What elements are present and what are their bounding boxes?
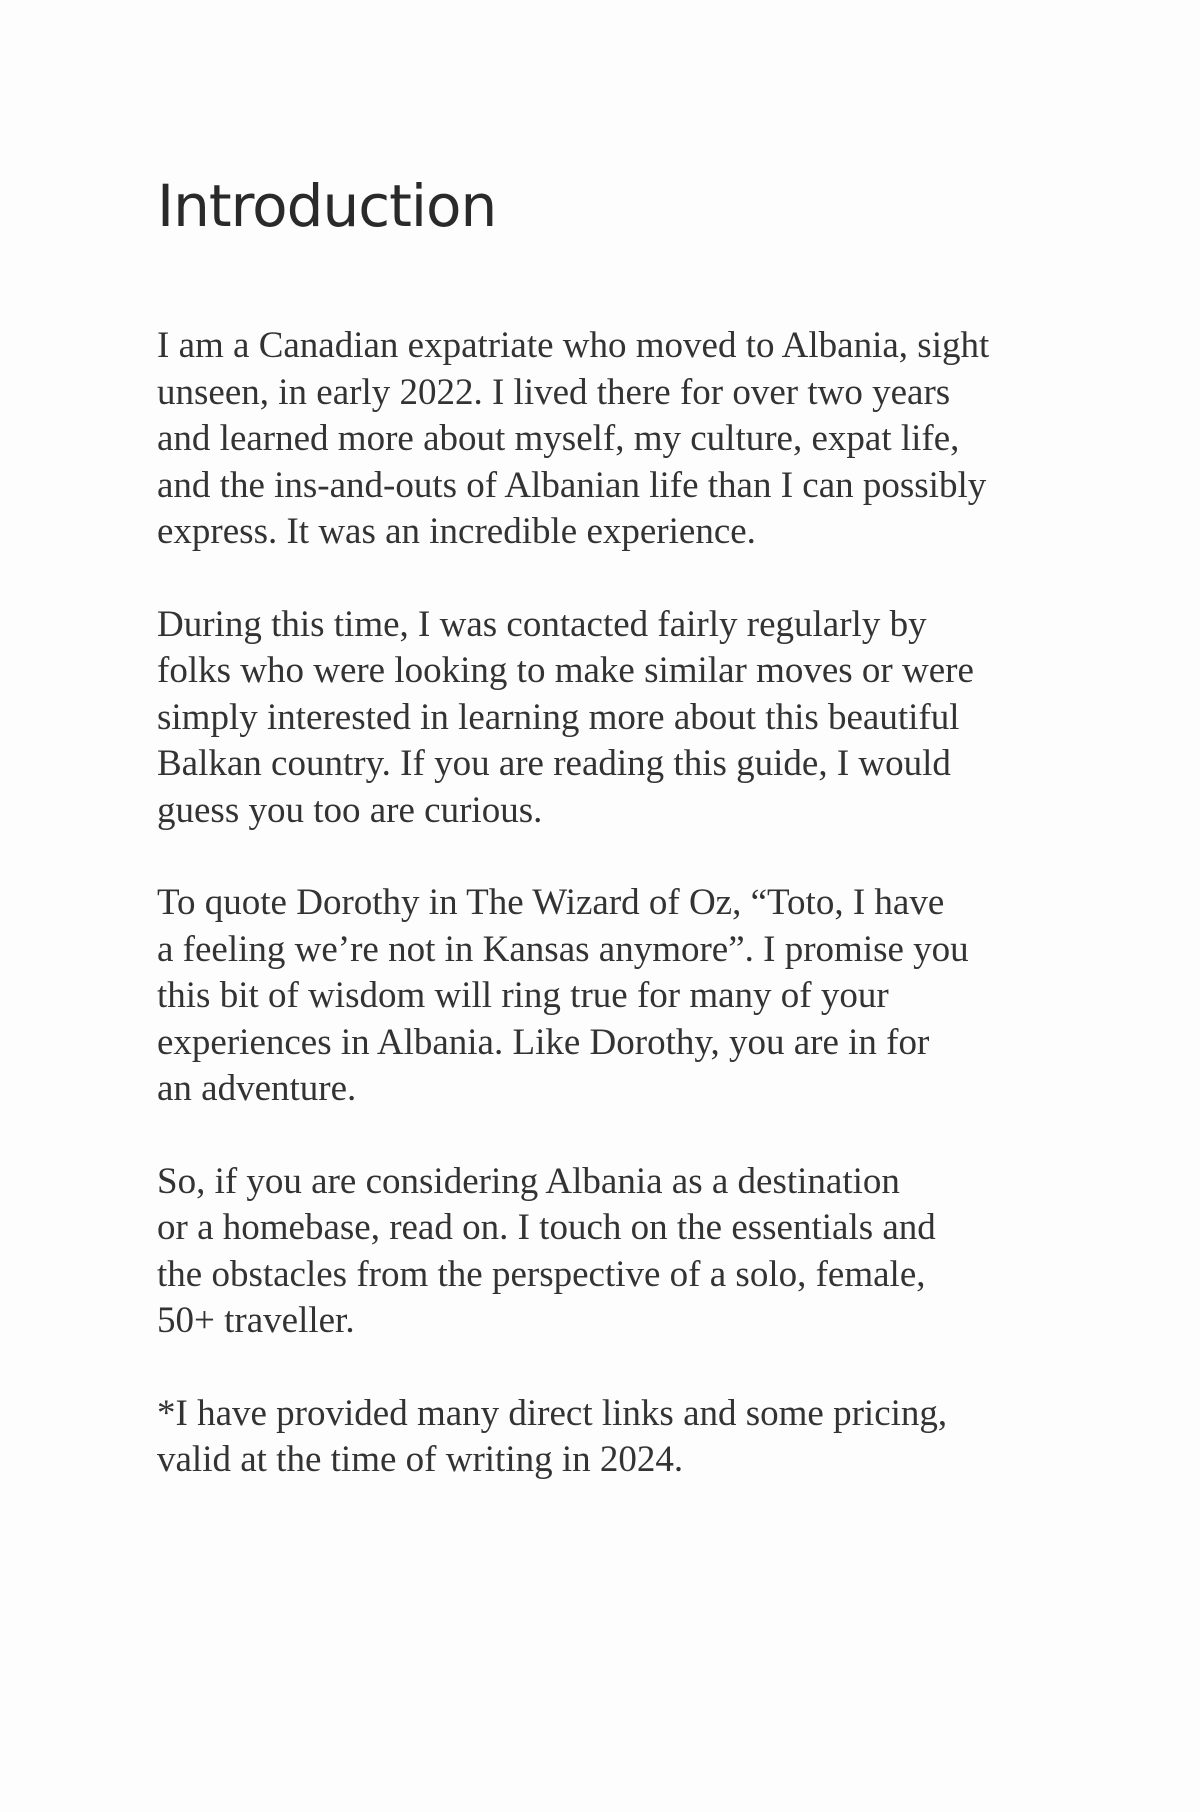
text-line: I am a Canadian expatriate who moved to Albania, sight [157, 325, 990, 366]
text-line: So, if you are considering Albania as a destination [157, 1160, 900, 1202]
text-line: simply interested in learning more about this beautiful [157, 696, 960, 738]
text-line: or a homebase, read on. I touch on the essentials and [157, 1207, 936, 1248]
paragraph-destination [157, 1159, 1037, 1345]
paragraph-intro [157, 323, 1037, 556]
text-line: During this time, I was contacted fairly regularly by [157, 603, 927, 645]
text-line: guess you too are curious. [157, 789, 543, 831]
text-line: an adventure. [157, 1068, 357, 1109]
text-line: valid at the time of writing in 2024. [157, 1439, 684, 1480]
text-line: folks who were looking to make similar moves or were [157, 650, 974, 691]
text-line: 50+ traveller. [157, 1300, 355, 1341]
paragraph-contact [157, 602, 1037, 835]
page-heading: Introduction [157, 172, 497, 240]
text-line: and learned more about myself, my culture, expat life, [157, 418, 960, 459]
text-line: and the ins-and-outs of Albanian life than I can possibly [157, 464, 987, 506]
text-line: the obstacles from the perspective of a solo, female, [157, 1253, 926, 1295]
text-line: unseen, in early 2022. I lived there for over two years [157, 371, 951, 413]
text-line: To quote Dorothy in The Wizard of Oz, “Toto, I have [157, 882, 945, 923]
text-line: Balkan country. If you are reading this guide, I would [157, 743, 951, 784]
text-line: this bit of wisdom will ring true for many of your [157, 975, 889, 1016]
text-line: express. It was an incredible experience. [157, 511, 756, 552]
text-line: *I have provided many direct links and some pricing, [157, 1392, 948, 1434]
text-line: experiences in Albania. Like Dorothy, you are in for [157, 1021, 930, 1063]
paragraph-quote [157, 880, 1037, 1113]
paragraph-footnote [157, 1391, 1037, 1484]
text-line: a feeling we’re not in Kansas anymore”. I promise you [157, 928, 969, 970]
page-content [157, 170, 1037, 1484]
